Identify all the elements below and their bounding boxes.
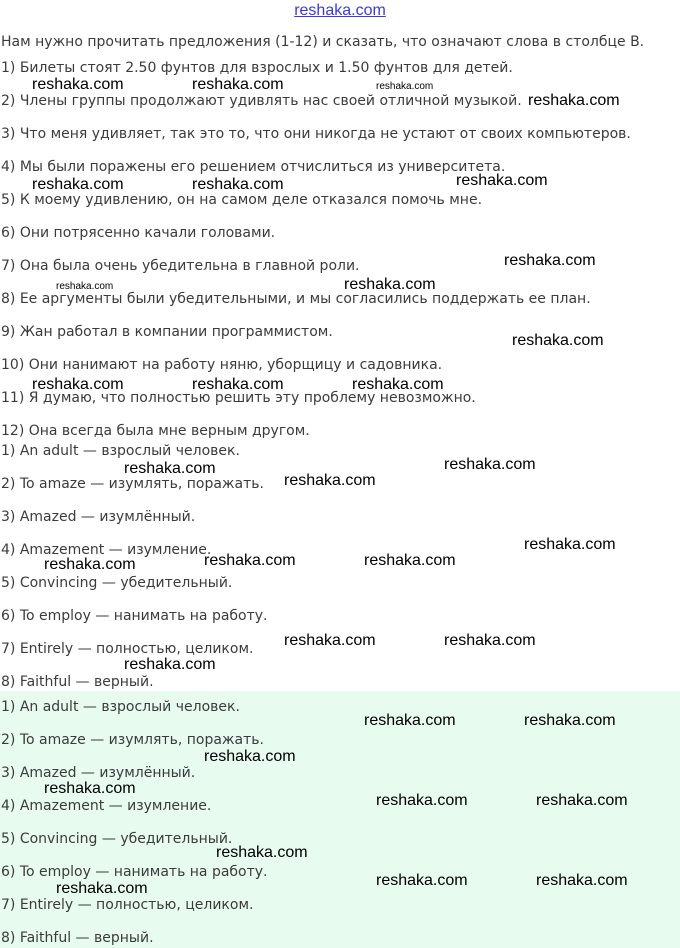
answer-item: 4) Amazement — изумление.	[1, 798, 212, 814]
watermark: reshaka.com	[536, 872, 628, 889]
watermark: reshaka.com	[504, 252, 596, 269]
watermark: reshaka.com	[376, 792, 468, 809]
watermark: reshaka.com	[344, 276, 436, 293]
watermark: reshaka.com	[284, 472, 376, 489]
watermark: reshaka.com	[376, 872, 468, 889]
task-text: Нам нужно прочитать предложения (1-12) и сказать, что означают слова в столбце B.	[1, 34, 645, 50]
watermark: reshaka.com	[352, 376, 444, 393]
vocabulary-item: 4) Amazement — изумление.	[1, 542, 212, 558]
watermark: reshaka.com	[124, 460, 216, 477]
watermark: reshaka.com	[444, 632, 536, 649]
watermark: reshaka.com	[56, 281, 114, 292]
watermark: reshaka.com	[528, 92, 620, 109]
watermark: reshaka.com	[216, 844, 308, 861]
watermark: reshaka.com	[32, 176, 124, 193]
sentence-item: 9) Жан работал в компании программистом.	[1, 324, 333, 340]
answer-item: 2) To amaze — изумлять, поражать.	[1, 732, 264, 748]
watermark: reshaka.com	[284, 632, 376, 649]
watermark: reshaka.com	[204, 748, 296, 765]
sentence-item: 10) Они нанимают на работу няню, уборщицу и садовника.	[1, 357, 443, 373]
site-link[interactable]: reshaka.com	[294, 2, 386, 19]
answer-item: 8) Faithful — верный.	[1, 930, 154, 946]
vocabulary-item: 1) An adult — взрослый человек.	[1, 443, 240, 459]
watermark: reshaka.com	[524, 536, 616, 553]
sentence-item: 7) Она была очень убедительна в главной роли.	[1, 258, 360, 274]
watermark: reshaka.com	[32, 76, 124, 93]
watermark: reshaka.com	[192, 76, 284, 93]
sentence-item: 6) Они потрясенно качали головами.	[1, 225, 276, 241]
sentence-item: 2) Члены группы продолжают удивлять нас своей отличной музыкой.	[1, 93, 522, 109]
vocabulary-item: 5) Convincing — убедительный.	[1, 575, 233, 591]
watermark: reshaka.com	[364, 712, 456, 729]
watermark: reshaka.com	[456, 172, 548, 189]
answer-item: 5) Convincing — убедительный.	[1, 831, 233, 847]
vocabulary-item: 6) To employ — нанимать на работу.	[1, 608, 268, 624]
watermark: reshaka.com	[192, 376, 284, 393]
watermark: reshaka.com	[124, 656, 216, 673]
sentence-item: 5) К моему удивлению, он на самом деле отказался помочь мне.	[1, 192, 483, 208]
answer-item: 1) An adult — взрослый человек.	[1, 699, 240, 715]
watermark: reshaka.com	[56, 880, 148, 897]
watermark: reshaka.com	[44, 556, 136, 573]
sentence-item: 3) Что меня удивляет, так это то, что они никогда не устают от своих компьютеров.	[1, 126, 631, 142]
vocabulary-item: 3) Amazed — изумлённый.	[1, 509, 196, 525]
vocabulary-item: 8) Faithful — верный.	[1, 674, 154, 690]
sentence-item: 12) Она всегда была мне верным другом.	[1, 423, 310, 439]
watermark: reshaka.com	[204, 552, 296, 569]
watermark: reshaka.com	[192, 176, 284, 193]
watermark: reshaka.com	[444, 456, 536, 473]
vocabulary-item: 7) Entirely — полностью, целиком.	[1, 641, 254, 657]
sentence-item: 4) Мы были поражены его решением отчислиться из университета.	[1, 159, 506, 175]
answer-item: 7) Entirely — полностью, целиком.	[1, 897, 254, 913]
watermark: reshaka.com	[376, 81, 434, 92]
watermark: reshaka.com	[524, 712, 616, 729]
sentence-item: 1) Билеты стоят 2.50 фунтов для взрослых и 1.50 фунтов для детей.	[1, 60, 513, 76]
watermark: reshaka.com	[44, 780, 136, 797]
watermark: reshaka.com	[364, 552, 456, 569]
sentence-item: 8) Ее аргументы были убедительными, и мы согласились поддержать ее план.	[1, 291, 591, 307]
watermark: reshaka.com	[536, 792, 628, 809]
vocabulary-item: 2) To amaze — изумлять, поражать.	[1, 476, 264, 492]
watermark: reshaka.com	[512, 332, 604, 349]
sentence-item: 11) Я думаю, что полностью решить эту проблему невозможно.	[1, 390, 476, 406]
watermark: reshaka.com	[32, 376, 124, 393]
answer-item: 6) To employ — нанимать на работу.	[1, 864, 268, 880]
answer-item: 3) Amazed — изумлённый.	[1, 765, 196, 781]
